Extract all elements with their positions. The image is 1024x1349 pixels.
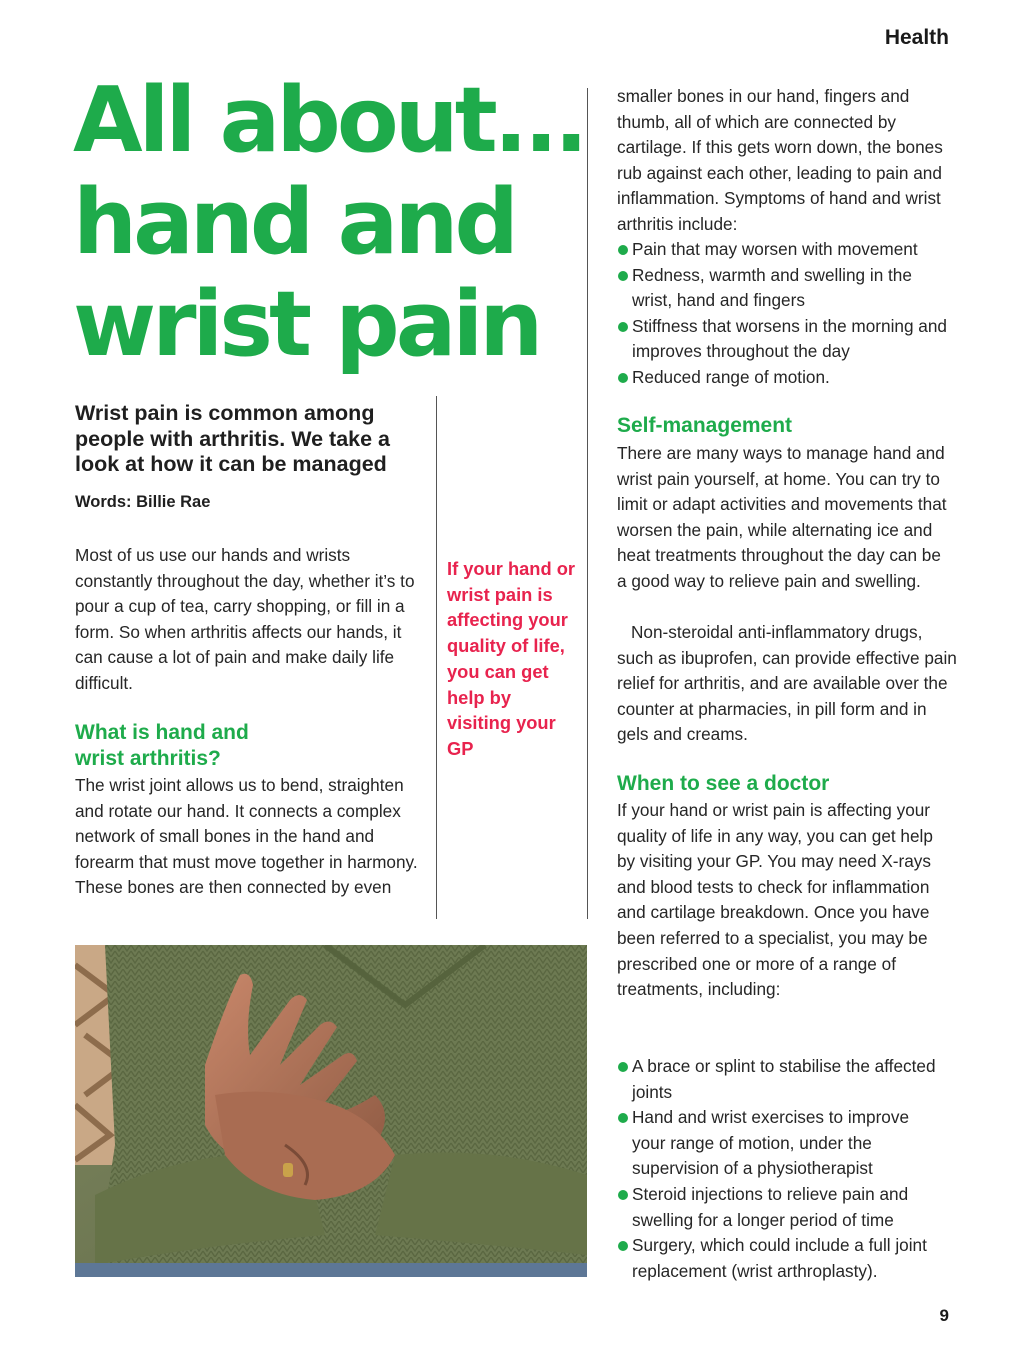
- hands-photo: [75, 945, 587, 1277]
- page-number: 9: [939, 1306, 949, 1325]
- list-item: Pain that may worsen with movement: [617, 237, 952, 263]
- bullet-dot-icon: [618, 1062, 628, 1072]
- list-item: Surgery, which could include a full joint replacement (wrist arthroplasty).: [617, 1233, 947, 1284]
- column-rule-right: [587, 88, 588, 919]
- page-title: [73, 70, 593, 376]
- heading-what-is: What is hand and wrist arthritis?: [75, 721, 249, 770]
- list-item: A brace or splint to stabilise the affected joints: [617, 1054, 947, 1105]
- what-is-paragraph-continued: smaller bones in our hand, fingers and thumb, all of which are connected by cartilage. If this gets worn down, the bones rub against each other, leading to pain and inflammation. Symptoms of hand and wrist arthritis include:: [617, 86, 943, 234]
- doctor-paragraph: If your hand or wrist pain is affecting your quality of life in any way, you can get help by visiting your GP. You may need X-rays and blood tests to check for inflammation and cartilage breakdown. Once you have been referred to a specialist, you may be prescribed one or more of a range of treatments, including:: [617, 800, 933, 1000]
- self-management-paragraph-2: Non-steroidal anti-inflammatory drugs, such as ibuprofen, can provide effective pain relief for arthritis, and are available over the counter at pharmacies, in pill form and in gels and creams.: [617, 622, 957, 745]
- section-label: Health: [884, 26, 949, 49]
- byline: Words: Billie Rae: [75, 493, 211, 511]
- intro-paragraph: Most of us use our hands and wrists constantly throughout the day, whether it’s to pour a cup of tea, carry shopping, or fill in a form. So when arthritis affects our hands, it can cause a lot of pain and make daily life difficult.: [75, 545, 415, 693]
- list-item: Steroid injections to relieve pain and swelling for a longer period of time: [617, 1182, 947, 1233]
- self-management-paragraph: There are many ways to manage hand and wrist pain yourself, at home. You can try to limit or adapt activities and movements that worsen the pain, while alternating ice and heat treatments throughout the day can be a good way to relieve pain and swelling.: [617, 443, 947, 591]
- standfirst: Wrist pain is common among people with arthritis. We take a look at how it can be managed: [75, 401, 391, 476]
- bullet-dot-icon: [618, 1190, 628, 1200]
- list-item: Redness, warmth and swelling in the wrist, hand and fingers: [617, 263, 952, 314]
- column-rule-left: [436, 396, 437, 919]
- list-item: Reduced range of motion.: [617, 365, 952, 391]
- heading-self-management: Self-management: [617, 414, 793, 437]
- title-line-3: wrist pain: [73, 272, 540, 377]
- bullet-dot-icon: [618, 373, 628, 383]
- bullet-dot-icon: [618, 271, 628, 281]
- list-item: Stiffness that worsens in the morning and improves throughout the day: [617, 314, 952, 365]
- treatment-list: [617, 1054, 947, 1284]
- bullet-dot-icon: [618, 322, 628, 332]
- bullet-dot-icon: [618, 1241, 628, 1251]
- title-line-2: hand and: [73, 170, 515, 275]
- heading-when-to-see-doctor: When to see a doctor: [617, 772, 830, 795]
- bullet-dot-icon: [618, 1113, 628, 1123]
- pull-quote: If your hand or wrist pain is affecting your quality of life, you can get help by visiting your GP: [447, 558, 575, 759]
- title-line-1: All about...: [73, 68, 585, 173]
- bullet-dot-icon: [618, 245, 628, 255]
- what-is-paragraph: The wrist joint allows us to bend, straighten and rotate our hand. It connects a complex network of small bones in the hand and forearm that must move together in harmony. These bones are then connected by even: [75, 775, 418, 898]
- list-item: Hand and wrist exercises to improve your range of motion, under the supervision of a physiotherapist: [617, 1105, 947, 1182]
- symptom-list: [617, 237, 952, 391]
